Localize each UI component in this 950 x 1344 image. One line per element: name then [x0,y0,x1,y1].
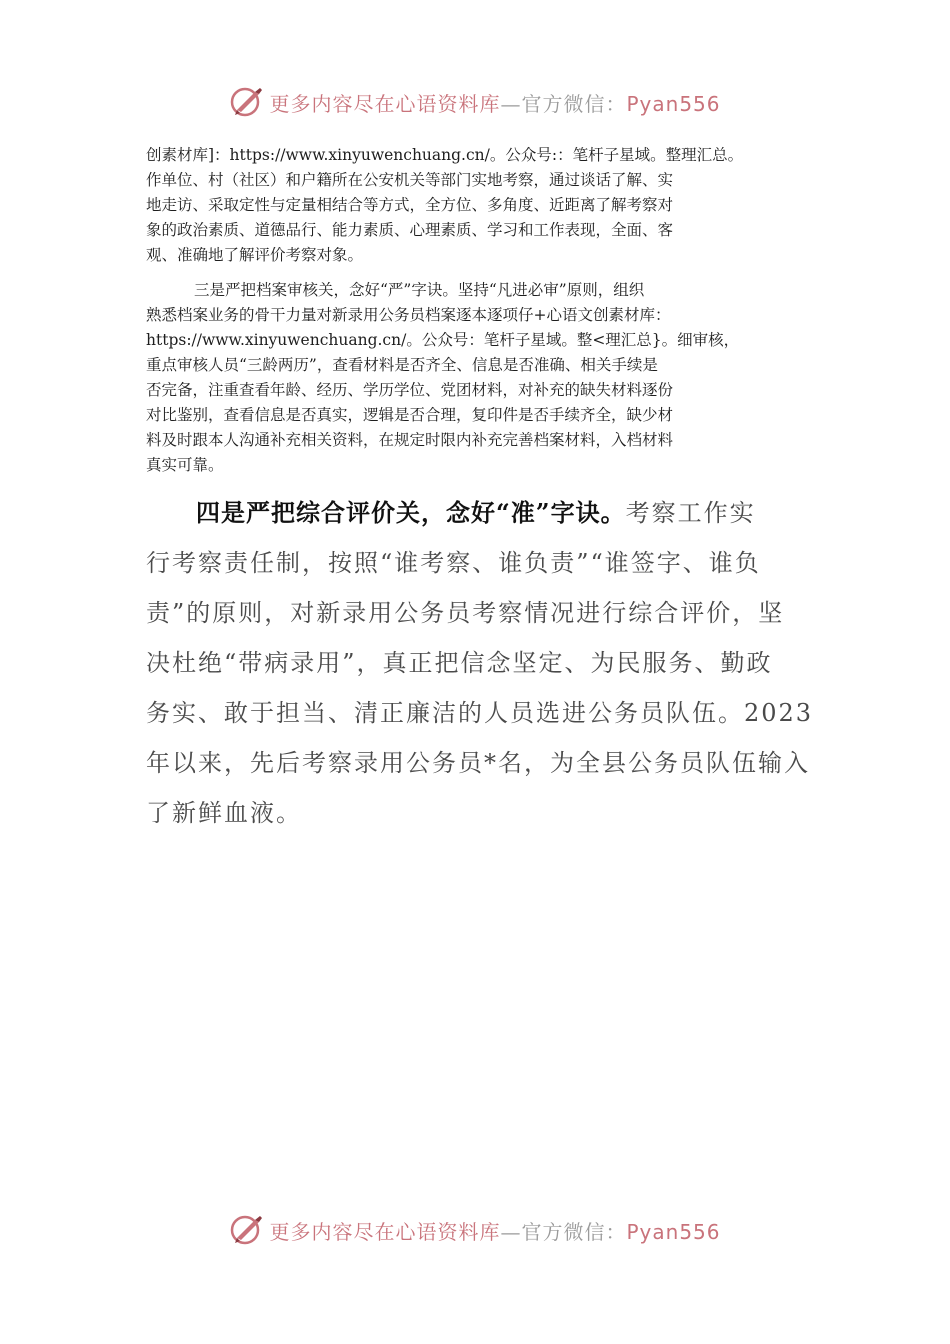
text-line: 作单位、村（社区）和户籍所在公安机关等部门实地考察，通过谈话了解、实 [146,171,674,189]
text-line: https://www.xinyuwenchuang.cn/。公众号：笔杆子星域。整<理汇总}。细审核， [146,331,740,349]
paragraph-1 [146,143,806,268]
text-line: 年以来，先后考察录用公务员*名，为全县公务员队伍输入 [146,749,810,777]
text-fragment: 考察工作实 [625,499,756,527]
text-line: 料及时跟本人沟通补充相关资料，在规定时限内补充完善档案材料，入档材料 [146,431,674,449]
header-banner [0,80,950,124]
text-line: 务实、敢于担当、清正廉洁的人员选进公务员队伍。2023 [146,699,814,727]
text-line: 重点审核人员“三龄两历”，查看材料是否齐全、信息是否准确、相关手续是 [146,356,658,374]
pen-logo-icon [229,84,265,120]
banner-text: 更多内容尽在心语资料库—官方微信：Pyan556 [269,1219,721,1244]
footer-banner [0,1208,950,1252]
text-line: 决杜绝“带病录用”，真正把信念坚定、为民服务、勤政 [146,649,773,677]
banner-text: 更多内容尽在心语资料库—官方微信：Pyan556 [269,91,721,116]
text-line: 地走访、采取定性与定量相结合等方式，全方位、多角度、近距离了解考察对 [146,196,674,214]
text-line: 真实可靠。 [146,456,224,474]
pen-logo-icon [229,1212,265,1248]
paragraph-2 [146,278,806,478]
text-line: 对比鉴别，查看信息是否真实，逻辑是否合理，复印件是否手续齐全，缺少材 [146,406,674,424]
text-line: 了新鲜血液。 [146,799,302,827]
paragraph-lead: 四是严把综合评价关，念好“准”字诀。 [196,498,626,527]
text-line: 三是严把档案审核关，念好“严”字诀。坚持“凡进必审”原则，组织 [194,281,645,299]
text-line: 创素材库]：https://www.xinyuwenchuang.cn/。公众号:：笔杆子星域。整理汇总。 [146,146,744,164]
text-line: 责”的原则，对新录用公务员考察情况进行综合评价，坚 [146,599,785,627]
text-line: 行考察责任制，按照“谁考察、谁负责”“谁签字、谁负 [146,549,761,577]
text-line: 观、准确地了解评价考察对象。 [146,246,364,264]
text-line: 象的政治素质、道德品行、能力素质、心理素质、学习和工作表现，全面、客 [146,221,674,239]
paragraph-3 [146,488,814,838]
text-line: 否完备，注重查看年龄、经历、学历学位、党团材料，对补充的缺失材料逐份 [146,381,674,399]
text-line [146,488,806,538]
text-line: 熟悉档案业务的骨干力量对新录用公务员档案逐本逐项仔+心语文创素材库： [146,306,671,324]
